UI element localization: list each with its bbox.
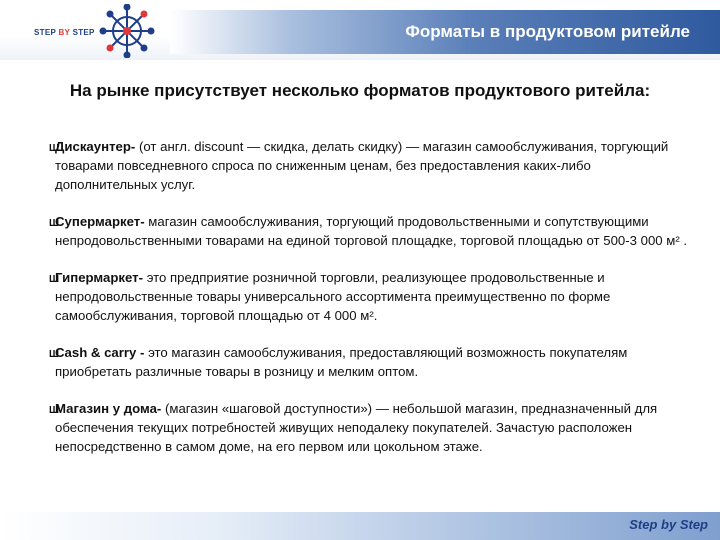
slide-footer [0,512,720,540]
definition-cash-and-carry: это магазин самообслуживания, предоставляющий возможность покупателям приобретать различные товары в розницу и мелким оптом. [55,345,628,379]
star-wheel-logo-icon [98,4,156,58]
list-item-cash-and-carry [49,343,695,381]
term-supermarket: Супермаркет- [55,214,145,229]
bullet-marker: Ш [49,143,58,154]
definition-supermarket: магазин самообслуживания, торгующий продовольственными и сопутствующими непродовольственными товарами на единой торговой площадке, торговой площадью от 500-3 000 м² . [55,214,688,248]
formats-list [49,137,695,456]
logo-word-by: BY [58,28,71,37]
slide-title: Форматы в продуктовом ритейле [405,22,690,41]
term-convenience-store: Магазин у дома- [55,401,162,416]
slide-header [0,0,720,60]
definition-discounter: (от англ. discount — скидка, делать скидку) — магазин самообслуживания, торгующий товарами повседневного спроса по сниженным ценам, без предоставления каких-либо дополнительных услуг. [55,139,669,192]
logo-word-step: STEP [34,28,56,37]
definition-hypermarket: это предприятие розничной торговли, реализующее продовольственные и непродовольственные товары универсального ассортимента преимущественно по форме самообслуживания, торговой площадью от 4 000 м². [55,270,611,323]
logo-text [34,28,95,37]
logo-word-step-2: STEP [72,28,95,37]
step-by-step-logo [14,4,164,58]
list-item-discounter [49,137,695,194]
headline: На рынке присутствует несколько форматов продуктового ритейла: [69,81,651,100]
term-hypermarket: Гипермаркет- [55,270,144,285]
bullet-marker: Ш [49,349,58,360]
bullet-marker: Ш [49,405,58,416]
list-item-supermarket [49,212,695,250]
term-cash-and-carry: Cash & carry - [55,345,145,360]
list-item-convenience-store [49,399,695,456]
footer-logo: Step by Step [629,517,708,532]
term-discounter: Дискаунтер- [55,139,136,154]
list-item-hypermarket [49,268,695,325]
bullet-marker: Ш [49,274,58,285]
definition-convenience-store: (магазин «шаговой доступности») — небольшой магазин, предназначенный для обеспечения текущих потребностей живущих неподалеку покупателей. Зачастую расположен непосредственно в самом доме, на его первом или цокольном этаже. [55,401,658,454]
bullet-marker: Ш [49,218,58,229]
